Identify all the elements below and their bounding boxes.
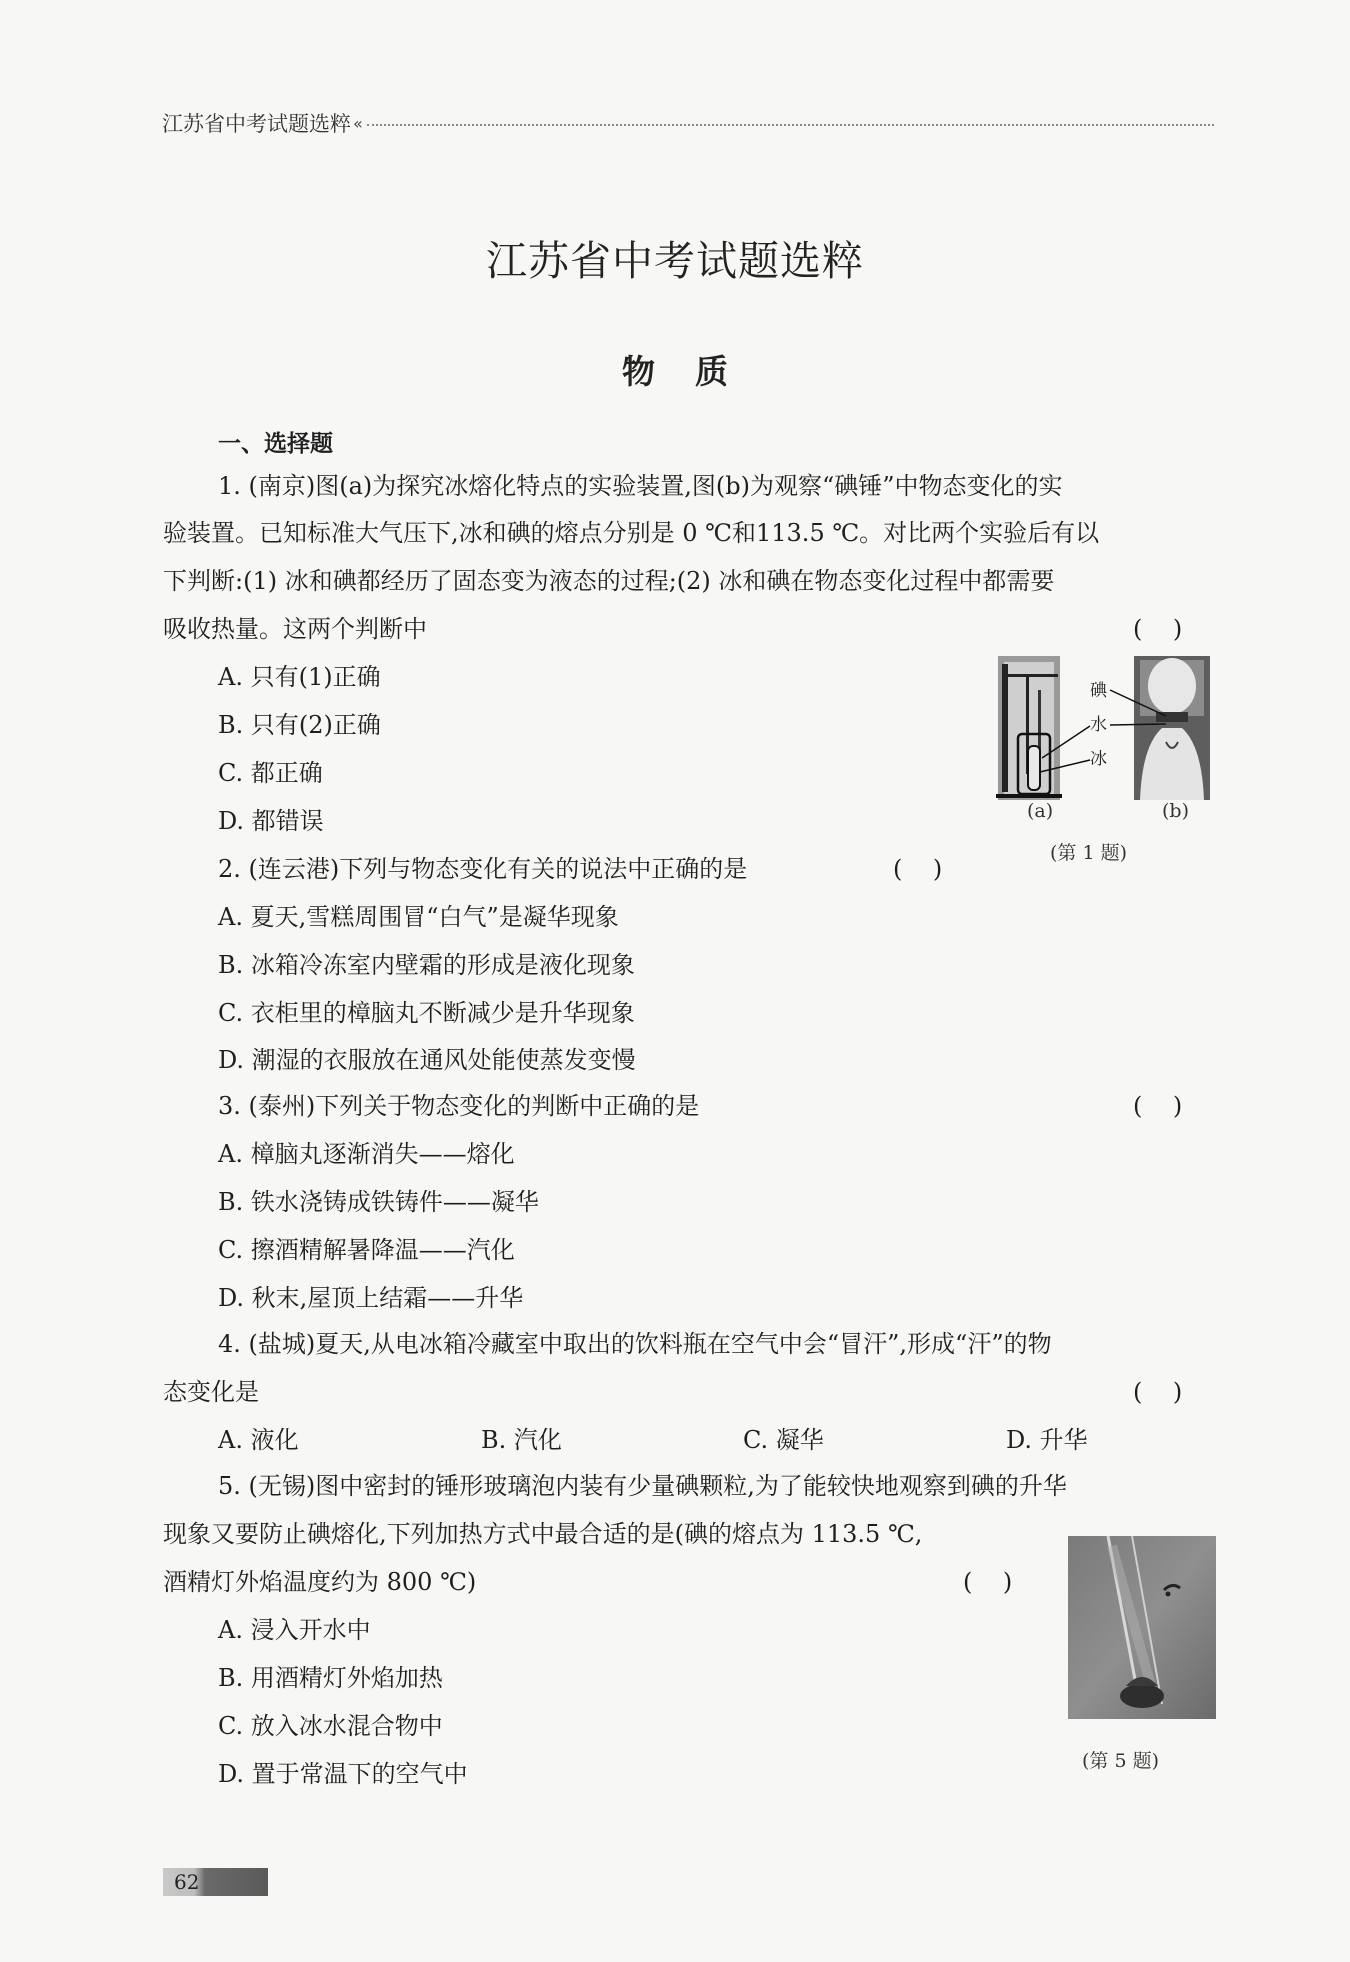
question-2-text: 2. (连云港)下列与物态变化有关的说法中正确的是 (218, 855, 748, 883)
question-1-line-4: 吸收热量。这两个判断中 (163, 615, 427, 643)
q3-option-c[interactable]: C. 擦酒精解暑降温——汽化 (218, 1236, 515, 1264)
q4-option-a[interactable]: A. 液化 (218, 1426, 299, 1454)
header-dotted-rule (367, 124, 1214, 126)
question-5-line-2: 现象又要防止碘熔化,下列加热方式中最合适的是(碘的熔点为 113.5 ℃, (163, 1520, 923, 1548)
q4-option-b[interactable]: B. 汽化 (481, 1426, 562, 1454)
q2-option-a[interactable]: A. 夏天,雪糕周围冒“白气”是凝华现象 (218, 903, 619, 931)
q1-figure (990, 650, 1220, 820)
page-number: 62 (174, 1870, 200, 1894)
question-1-line-1: 1. (南京)图(a)为探究冰熔化特点的实验装置,图(b)为观察“碘锤”中物态变化的实 (218, 472, 1063, 500)
figure-a-apparatus (996, 656, 1062, 800)
q5-option-c[interactable]: C. 放入冰水混合物中 (218, 1712, 443, 1740)
q2-option-b[interactable]: B. 冰箱冷冻室内壁霜的形成是液化现象 (218, 951, 635, 979)
q1-option-a[interactable]: A. 只有(1)正确 (218, 663, 381, 691)
running-header-mark: « (353, 113, 363, 133)
running-header (162, 108, 1214, 138)
figure-b-iodine-hammer (1134, 656, 1210, 800)
q4-option-d[interactable]: D. 升华 (1006, 1426, 1088, 1454)
figure-1-caption: (第 1 题) (1050, 842, 1127, 864)
question-1-line-3: 下判断:(1) 冰和碘都经历了固态变为液态的过程;(2) 冰和碘在物态变化过程中都需要 (163, 567, 1055, 595)
q4-option-c[interactable]: C. 凝华 (743, 1426, 824, 1454)
question-1-line-2: 验装置。已知标准大气压下,冰和碘的熔点分别是 0 ℃和113.5 ℃。对比两个实验后有以 (163, 519, 1100, 547)
q1-option-d[interactable]: D. 都错误 (218, 807, 324, 835)
page-title: 江苏省中考试题选粹 (486, 237, 864, 285)
answer-blank-q3[interactable]: ( ) (1133, 1092, 1183, 1120)
q5-option-b[interactable]: B. 用酒精灯外焰加热 (218, 1664, 443, 1692)
label-water: 水 (1090, 715, 1107, 735)
q5-photo (1068, 1536, 1216, 1719)
figure-a-sublabel: (a) (1027, 800, 1054, 822)
question-4-line-2: 态变化是 (163, 1378, 259, 1406)
question-5-line-1: 5. (无锡)图中密封的锤形玻璃泡内装有少量碘颗粒,为了能较快地观察到碘的升华 (218, 1472, 1067, 1500)
question-4-line-1: 4. (盐城)夏天,从电冰箱冷藏室中取出的饮料瓶在空气中会“冒汗”,形成“汗”的物 (218, 1330, 1052, 1358)
answer-blank-q1[interactable]: ( ) (1133, 615, 1183, 643)
running-header-title: 江苏省中考试题选粹 (162, 112, 351, 136)
q1-option-b[interactable]: B. 只有(2)正确 (218, 711, 381, 739)
answer-blank-q4[interactable]: ( ) (1133, 1378, 1183, 1406)
figure-5-caption: (第 5 题) (1082, 1750, 1159, 1772)
section-heading: 一、选择题 (218, 431, 333, 457)
answer-blank-q2[interactable]: ( ) (893, 855, 943, 883)
q2-option-d[interactable]: D. 潮湿的衣服放在通风处能使蒸发变慢 (218, 1046, 636, 1074)
answer-blank-q5[interactable]: ( ) (963, 1568, 1013, 1596)
q1-option-c[interactable]: C. 都正确 (218, 759, 323, 787)
q5-option-d[interactable]: D. 置于常温下的空气中 (218, 1760, 468, 1788)
q3-option-b[interactable]: B. 铁水浇铸成铁铸件——凝华 (218, 1188, 539, 1216)
q3-option-d[interactable]: D. 秋末,屋顶上结霜——升华 (218, 1284, 524, 1312)
label-ice: 冰 (1090, 749, 1107, 769)
q5-option-a[interactable]: A. 浸入开水中 (218, 1616, 371, 1644)
q3-option-a[interactable]: A. 樟脑丸逐渐消失——熔化 (218, 1140, 515, 1168)
q4-options-row (218, 1424, 1118, 1456)
chapter-subtitle: 物质 (622, 352, 768, 391)
figure-b-sublabel: (b) (1162, 800, 1189, 822)
label-iodine: 碘 (1090, 681, 1107, 701)
q2-option-c[interactable]: C. 衣柜里的樟脑丸不断减少是升华现象 (218, 999, 635, 1027)
leader-line-water-b (1110, 724, 1166, 725)
question-5-line-3: 酒精灯外焰温度约为 800 ℃) (163, 1568, 477, 1596)
question-3-text: 3. (泰州)下列关于物态变化的判断中正确的是 (218, 1092, 700, 1120)
